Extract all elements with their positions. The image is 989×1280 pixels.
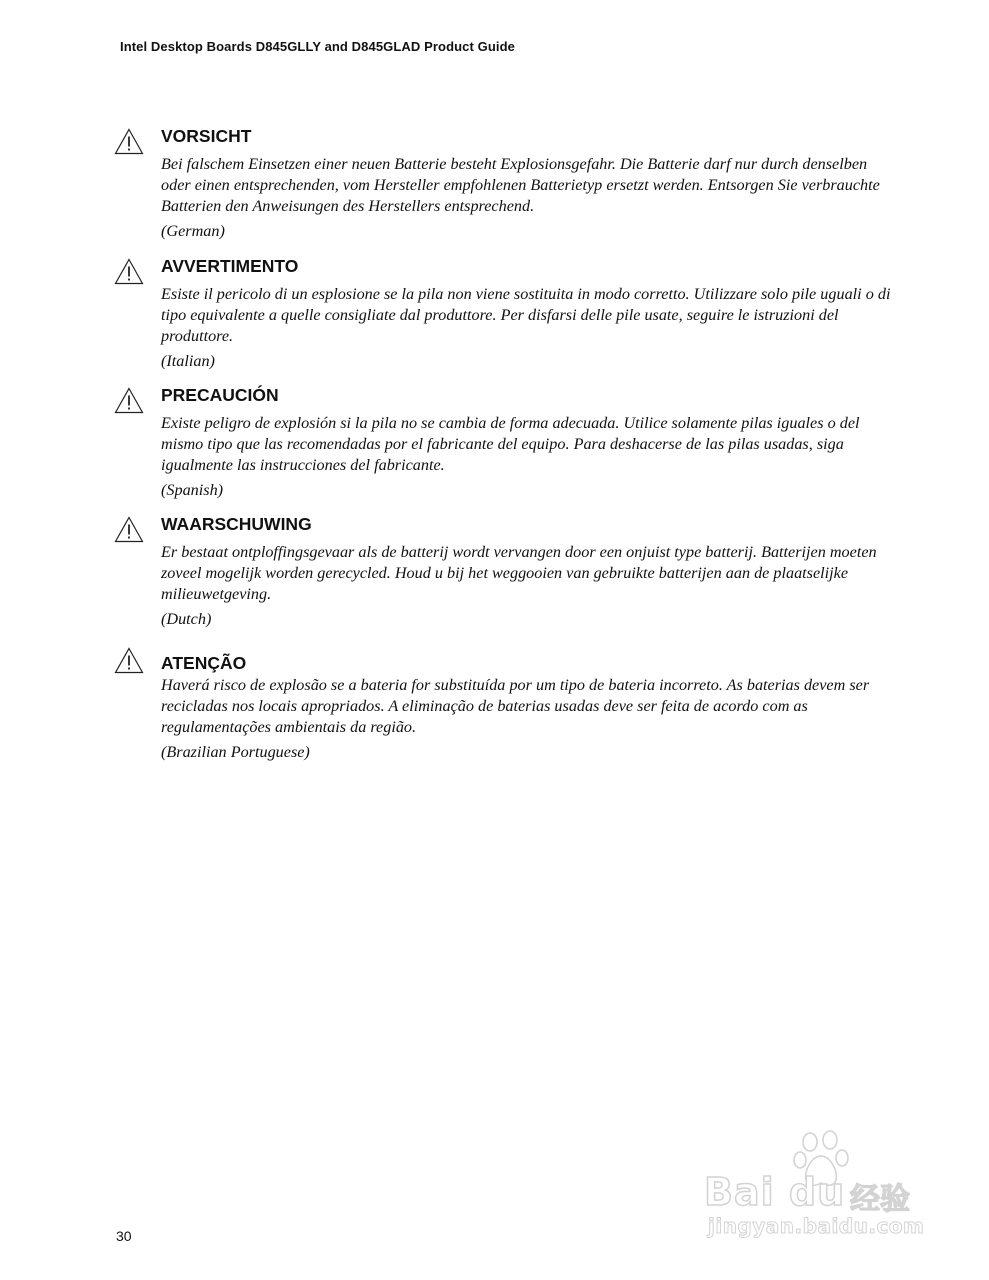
warning-body: Bei falschem Einsetzen einer neuen Batterie besteht Explosionsgefahr. Die Batterie darf nur durch denselben oder einen entsprechenden, vom Hersteller empfohlenen Batterietyp ersetzt werden. Entsorgen Sie verbrauchte Batterien den Anweisungen des Herstellers entsprechend. bbox=[161, 155, 880, 216]
page-number: 30 bbox=[116, 1228, 132, 1244]
warning-body: Esiste il pericolo di un esplosione se la pila non viene sostituita in modo corretto. Utilizzare solo pile uguali o di tipo equivalente a quelle consigliate dal produttore. Per disfarsi delle pile usate, seguire le istruzioni del produttore. bbox=[161, 285, 891, 346]
warning-language: (Italian) bbox=[161, 352, 215, 370]
warning-triangle-icon bbox=[114, 128, 144, 155]
watermark-chinese: 经验 bbox=[850, 1182, 910, 1217]
warning-language: (Dutch) bbox=[161, 610, 212, 628]
warning-body: Er bestaat ontploffingsgevaar als de batterij wordt vervangen door een onjuist type batterij. Batterijen moeten zoveel mogelijk worden gerecycled. Houd u bij het weggooien van gebruikte batterijen aan de plaatselijke milieuwetgeving. bbox=[161, 543, 877, 604]
warning-title: PRECAUCIÓN bbox=[161, 385, 279, 405]
warning-title: ATENÇÃO bbox=[161, 653, 247, 673]
warning-triangle-icon bbox=[114, 647, 144, 674]
baidu-watermark bbox=[694, 1126, 944, 1246]
warning-body: Haverá risco de explosão se a bateria for substituída por um tipo de bateria incorreto. As baterias devem ser recicladas nos locais apropriados. A eliminação de baterias usadas deve ser feita de acordo com as regulamentações ambientais da região. bbox=[161, 676, 870, 737]
warning-body: Existe peligro de explosión si la pila no se cambia de forma adecuada. Utilice solamente pilas iguales o del mismo tipo que las recomendadas por el fabricante del equipo. Para deshacerse de las pilas usadas, siga igualmente las instrucciones del fabricante. bbox=[161, 414, 860, 475]
warning-language: (Brazilian Portuguese) bbox=[161, 743, 310, 761]
running-header: Intel Desktop Boards D845GLLY and D845GLAD Product Guide bbox=[120, 39, 515, 54]
warning-triangle-icon bbox=[114, 258, 144, 285]
warning-triangle-icon bbox=[114, 387, 144, 414]
warning-title: VORSICHT bbox=[161, 126, 252, 146]
watermark-url: jingyan.baidu.com bbox=[708, 1214, 925, 1238]
warning-title: AVVERTIMENTO bbox=[161, 256, 299, 276]
warning-language: (German) bbox=[161, 222, 225, 240]
watermark-brand: Bai du bbox=[704, 1170, 846, 1214]
warning-language: (Spanish) bbox=[161, 481, 224, 499]
warning-title: WAARSCHUWING bbox=[161, 514, 312, 534]
warning-triangle-icon bbox=[114, 516, 144, 543]
